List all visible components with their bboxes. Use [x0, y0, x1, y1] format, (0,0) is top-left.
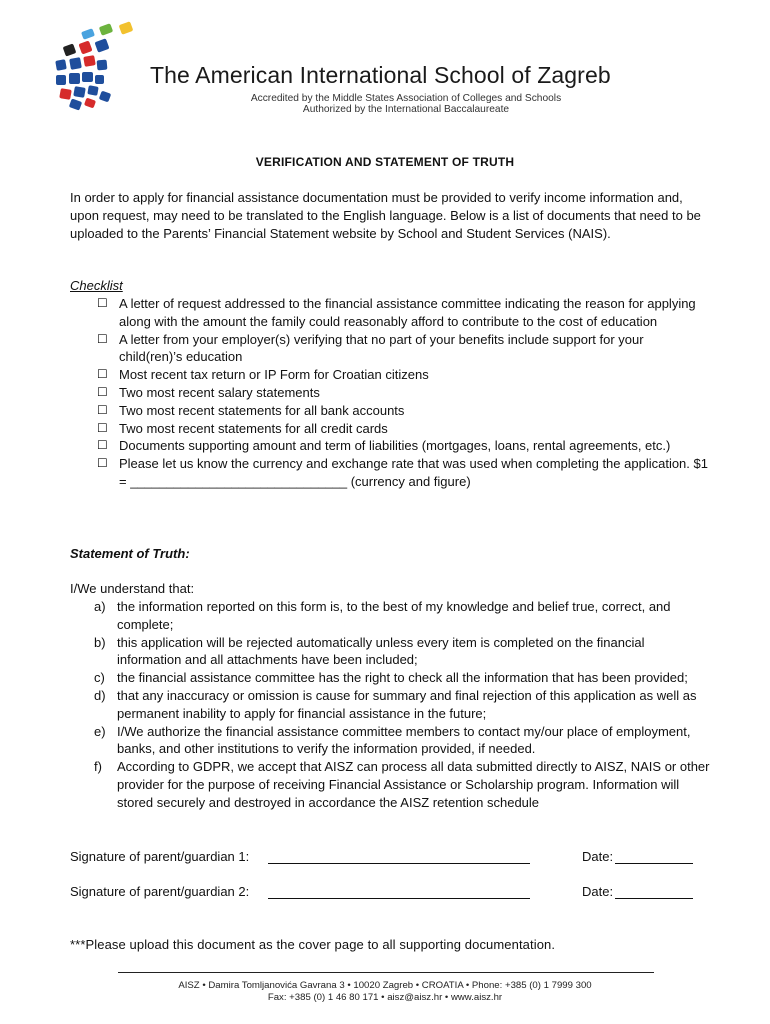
checklist-item — [70, 295, 710, 331]
statement-item-text: the information reported on this form is, to the best of my knowledge and belief true, correct, and complete; — [117, 599, 671, 632]
statement-item-text: this application will be rejected automatically unless every item is completed on the financial information and all attachments have been included; — [117, 634, 645, 668]
date-2-label: Date: — [582, 884, 614, 899]
date-2-line[interactable] — [615, 898, 693, 899]
statement-item-marker: b) — [94, 634, 106, 650]
logo-tile — [78, 40, 92, 54]
signature-1-line[interactable] — [268, 863, 530, 864]
logo-tile — [55, 59, 67, 71]
checklist-item-text: Most recent tax return or IP Form for Croatian citizens — [119, 367, 429, 383]
statement-lead: I/We understand that: — [70, 581, 195, 596]
checklist — [70, 295, 710, 491]
accreditation-line-1: Accredited by the Middle States Association of Colleges and Schools — [250, 93, 562, 104]
logo-tile — [69, 57, 82, 70]
logo-tile — [84, 98, 96, 109]
checkbox-icon[interactable]: ☐ — [97, 402, 108, 417]
logo-tile — [99, 23, 113, 36]
checkbox-icon[interactable]: ☐ — [97, 367, 108, 382]
footer-address: AISZ • Damira Tomljanovića Gavrana 3 • 10020 Zagreb • CROATIA • Phone: +385 (0) 1 7999 300 — [178, 980, 592, 991]
checkbox-icon[interactable]: ☐ — [97, 331, 108, 346]
checkbox-icon[interactable]: ☐ — [97, 296, 108, 310]
signature-1-label: Signature of parent/guardian 1: — [70, 849, 250, 864]
logo-tile — [83, 55, 96, 67]
signature-2-label: Signature of parent/guardian 2: — [70, 884, 250, 899]
checklist-item-text: A letter of request addressed to the financial assistance committee indicating the reason for applying along with the amount the family could reasonably afford to contribute to the cost of education — [119, 296, 696, 329]
logo-tile — [59, 88, 72, 100]
checkbox-icon[interactable]: ☐ — [97, 438, 108, 453]
logo-tile — [97, 60, 108, 71]
statement-item-text: According to GDPR, we accept that AISZ can process all data submitted directly to AISZ, NAIS or other provider for the purpose of receiving Financial Assistance or Scholarship program. Information will stored securely and destroyed in accordance the AISZ retention schedule — [117, 759, 710, 810]
logo-tile — [94, 38, 109, 52]
checkbox-icon[interactable]: ☐ — [97, 384, 108, 399]
logo-tile — [69, 98, 82, 110]
logo-tile — [82, 72, 93, 82]
accreditation-line-2: Authorized by the International Baccalaureate — [302, 104, 510, 115]
statement-item — [70, 758, 710, 811]
checklist-item — [70, 437, 710, 455]
logo-tile — [69, 73, 80, 84]
checklist-heading: Checklist — [70, 278, 123, 293]
checklist-item-text: A letter from your employer(s) verifying that no part of your benefits include support for your child(ren)’s education — [119, 331, 644, 365]
statement-list — [70, 598, 710, 812]
checklist-item-text: Please let us know the currency and exchange rate that was used when completing the application. $1 = ______________________________ (currency and figure) — [119, 456, 708, 489]
checklist-item — [70, 366, 710, 384]
statement-item-marker: c) — [94, 670, 105, 686]
checklist-item — [70, 384, 710, 402]
checklist-item — [70, 420, 710, 438]
logo-tile — [81, 28, 95, 40]
aisz-logo-icon — [50, 20, 150, 115]
date-1-line[interactable] — [615, 863, 693, 864]
checkbox-icon[interactable]: ☐ — [97, 420, 108, 435]
checklist-item-text: Two most recent statements for all credit cards — [119, 420, 388, 436]
checklist-item — [70, 402, 710, 420]
logo-tile — [87, 85, 98, 96]
checklist-item-text: Two most recent statements for all bank accounts — [119, 402, 405, 418]
checklist-item-text: Two most recent salary statements — [119, 384, 320, 400]
date-1-label: Date: — [582, 849, 614, 864]
school-name: The American International School of Zagreb — [150, 62, 611, 88]
footer-divider — [118, 972, 654, 973]
intro-paragraph: In order to apply for financial assistance documentation must be provided to verify income information and, upon request, may need to be translated to the English language. Below is a list of documents that need to be uploaded to the Parents’ Financial Statement website by School and Student Services (NAIS). — [70, 190, 701, 241]
logo-tile — [73, 86, 86, 98]
statement-item — [70, 723, 710, 759]
footer-contact: Fax: +385 (0) 1 46 80 171 • aisz@aisz.hr • www.aisz.hr — [267, 992, 503, 1003]
statement-heading: Statement of Truth: — [70, 546, 190, 561]
statement-item-marker: f) — [94, 759, 102, 775]
upload-note: ***Please upload this document as the cover page to all supporting documentation. — [70, 937, 556, 952]
statement-item-text: the financial assistance committee has the right to check all the information that has been provided; — [117, 670, 688, 686]
logo-tile — [95, 75, 104, 84]
statement-item-marker: a) — [94, 599, 106, 614]
checkbox-icon[interactable]: ☐ — [97, 456, 108, 471]
document-title: VERIFICATION AND STATEMENT OF TRUTH — [255, 155, 515, 169]
checklist-item — [70, 455, 710, 491]
statement-item-marker: d) — [94, 687, 106, 703]
logo-tile — [99, 91, 111, 103]
statement-item-text: I/We authorize the financial assistance committee members to contact my/our place of employment, banks, and other institutions to verify the information provided, if needed. — [117, 723, 691, 757]
statement-item — [70, 669, 710, 687]
logo-tile — [63, 43, 77, 56]
statement-item-marker: e) — [94, 723, 106, 739]
checklist-item-text: Documents supporting amount and term of liabilities (mortgages, loans, rental agreements, etc.) — [119, 438, 671, 454]
logo-tile — [119, 21, 134, 35]
logo-tile — [56, 75, 66, 85]
statement-item — [70, 634, 710, 670]
statement-item — [70, 687, 710, 723]
signature-2-line[interactable] — [268, 898, 530, 899]
statement-item-text: that any inaccuracy or omission is cause for summary and final rejection of this application as well as permanent inability to apply for financial assistance in the future; — [117, 687, 697, 721]
statement-item — [70, 598, 710, 634]
checklist-item — [70, 331, 710, 367]
